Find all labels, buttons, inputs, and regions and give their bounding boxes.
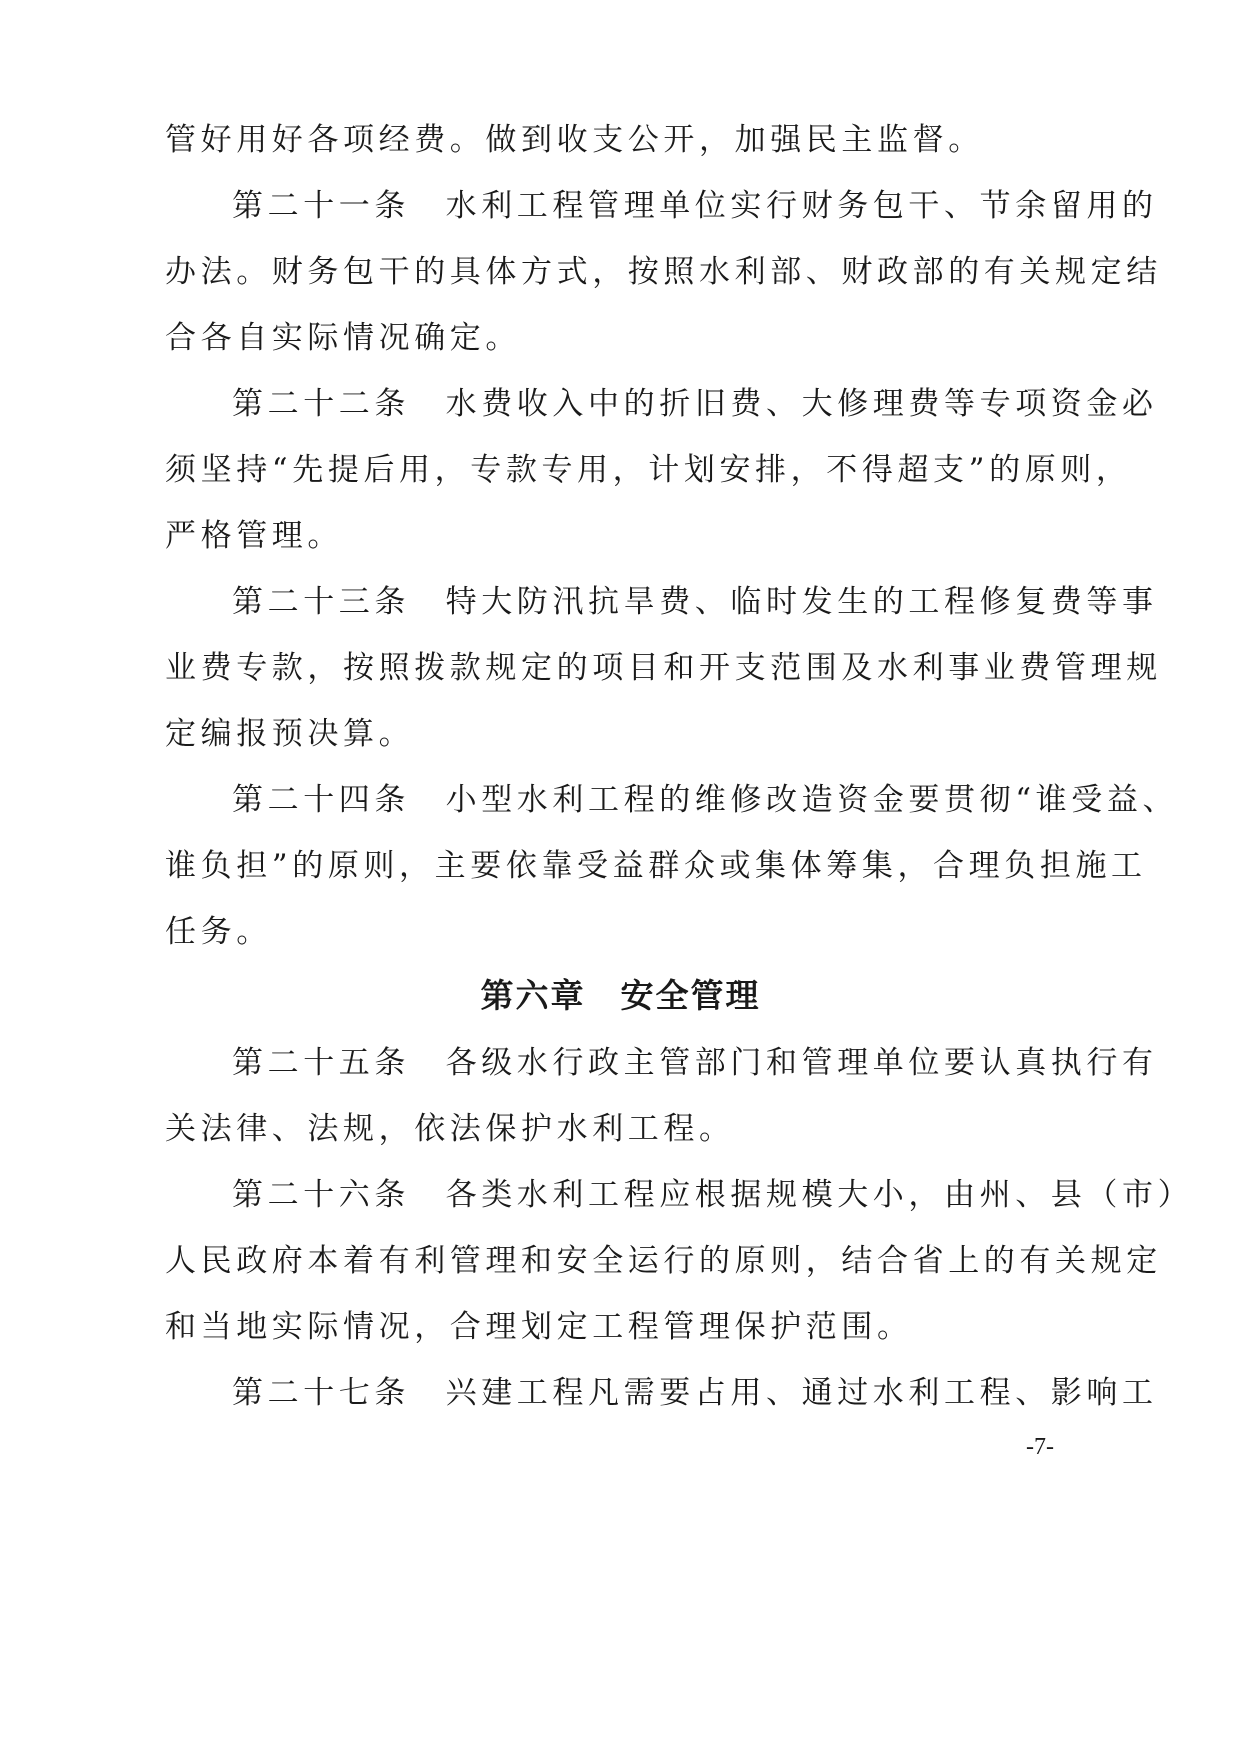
article-23-line: 第二十三条 特大防汛抗旱费、临时发生的工程修复费等事 [232, 584, 1158, 620]
paragraph-line: 业费专款，按照拨款规定的项目和开支范围及水利事业费管理规 [165, 650, 1162, 686]
paragraph-line: 谁负担”的原则，主要依靠受益群众或集体筹集，合理负担施工 [165, 848, 1147, 884]
article-22-line: 第二十二条 水费收入中的折旧费、大修理费等专项资金必 [232, 386, 1158, 422]
page-number: -7- [1026, 1434, 1054, 1460]
paragraph-line: 和当地实际情况，合理划定工程管理保护范围。 [165, 1309, 913, 1345]
paragraph-line: 办法。财务包干的具体方式，按照水利部、财政部的有关规定结 [165, 254, 1162, 290]
paragraph-line: 任务。 [165, 914, 272, 950]
paragraph-line: 须坚持“先提后用，专款专用，计划安排，不得超支”的原则， [165, 452, 1132, 488]
article-26-line: 第二十六条 各类水利工程应根据规模大小，由州、县（市） [232, 1177, 1194, 1213]
paragraph-line: 合各自实际情况确定。 [165, 320, 521, 356]
paragraph-line: 人民政府本着有利管理和安全运行的原则，结合省上的有关规定 [165, 1243, 1162, 1279]
paragraph-line: 定编报预决算。 [165, 716, 415, 752]
paragraph-line: 严格管理。 [165, 518, 343, 554]
paragraph-line: 管好用好各项经费。做到收支公开，加强民主监督。 [165, 122, 984, 158]
chapter-heading: 第六章 安全管理 [480, 976, 761, 1015]
paragraph-line: 关法律、法规，依法保护水利工程。 [165, 1111, 735, 1147]
article-25-line: 第二十五条 各级水行政主管部门和管理单位要认真执行有 [232, 1045, 1158, 1081]
article-27-line: 第二十七条 兴建工程凡需要占用、通过水利工程、影响工 [232, 1375, 1158, 1411]
article-21-line: 第二十一条 水利工程管理单位实行财务包干、节余留用的 [232, 188, 1158, 224]
article-24-line: 第二十四条 小型水利工程的维修改造资金要贯彻“谁受益、 [232, 782, 1179, 818]
